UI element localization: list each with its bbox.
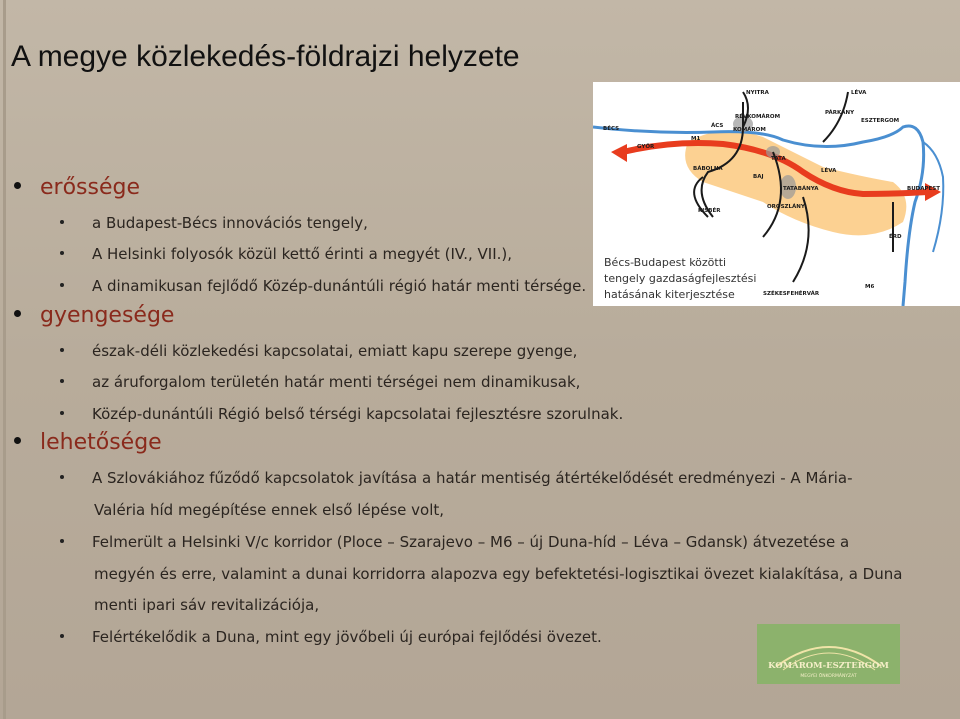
section-label: lehetősége (40, 430, 162, 455)
slide-title: A megye közlekedés-földrajzi helyzete (11, 40, 520, 73)
list-item-text: a Budapest-Bécs innovációs tengely, (92, 214, 368, 232)
list-item-text: Felmerült a Helsinki V/c korridor (Ploce – Szarajevo – M6 – új Duna-híd – Léva – Gdansk) átvezetése a (92, 533, 850, 551)
bullet-icon (60, 411, 64, 415)
list-item-text: Közép-dunántúli Régió belső térségi kapcsolatai fejlesztésre szorulnak. (92, 405, 624, 423)
map-label-budapest: BUDAPEST (907, 186, 940, 192)
list-item (60, 214, 368, 232)
logo-text: KOMÁROM-ESZTERGOM (768, 661, 889, 671)
logo-subtext: MEGYEI ÖNKORMÁNYZAT (800, 674, 857, 679)
map-label-kisber: KISBÉR (698, 208, 721, 214)
bullet-icon (60, 220, 64, 224)
bullet-icon (14, 437, 21, 444)
bullet-icon (60, 475, 64, 479)
map-label-revkomarom: RÉVKOMÁROM (735, 114, 781, 120)
list-item (60, 628, 602, 646)
road-leva (823, 92, 848, 142)
list-item-continuation: menti ipari sáv revitalizációja, (94, 596, 320, 614)
bullet-icon (14, 182, 21, 189)
map-label-tatabanya: TATABÁNYA (783, 186, 819, 192)
bullet-icon (60, 539, 64, 543)
slide-left-border (3, 0, 6, 719)
list-item (60, 342, 577, 360)
section-heading-weaknesses (14, 303, 174, 328)
list-item (60, 405, 623, 423)
section-label: gyengesége (40, 303, 175, 328)
map-label-m1: M1 (691, 136, 701, 142)
map-label-szekesfehervar: SZÉKESFEHÉRVÁR (763, 291, 820, 297)
list-item-text: A Helsinki folyosók közül kettő érinti a megyét (IV., VII.), (92, 245, 513, 263)
bullet-icon (14, 310, 21, 317)
map-label-m6: M6 (865, 284, 875, 290)
list-item (60, 469, 853, 487)
map-label-becs: BÉCS (603, 126, 620, 132)
section-heading-strengths (14, 175, 140, 200)
map-caption-line: Bécs-Budapest közötti (604, 256, 727, 269)
bullet-icon (60, 251, 64, 255)
list-item (60, 373, 580, 391)
map-label-leva2: LÉVA (821, 168, 837, 174)
county-logo (757, 624, 900, 684)
map-label-parkany: PÁRKÁNY (825, 110, 855, 116)
map-label-acs: ÁCS (711, 123, 724, 129)
list-item-text: az áruforgalom területén határ menti térségei nem dinamikusak, (92, 373, 581, 391)
section-heading-opportunities (14, 430, 162, 455)
county-logo-graphic (757, 624, 900, 684)
map-label-oroszlany: OROSZLÁNY (767, 204, 805, 210)
list-item (60, 245, 512, 263)
map-label-erd: ÉRD (889, 234, 902, 240)
map-label-bajelbarcs: BAJ (753, 174, 764, 180)
map-label-tata: TATA (771, 156, 786, 162)
list-item (60, 277, 586, 295)
map-caption-line: tengely gazdaságfejlesztési (604, 272, 757, 285)
list-item-text: Felértékelődik a Duna, mint egy jövőbeli új európai fejlődési övezet. (92, 628, 602, 646)
axis-arrowhead-west (611, 144, 627, 162)
list-item-continuation: megyén és erre, valamint a dunai korridorra alapozva egy befektetési-logisztikai övezet kialakítása, a Duna (94, 565, 903, 583)
bullet-icon (60, 348, 64, 352)
bullet-icon (60, 634, 64, 638)
map-caption-line: hatásának kiterjesztése (604, 288, 735, 301)
list-item (60, 533, 849, 551)
bullet-icon (60, 283, 64, 287)
bullet-icon (60, 379, 64, 383)
section-label: erőssége (40, 175, 140, 200)
map-label-babolna: BÁBOLNA (693, 166, 723, 172)
list-item-text: észak-déli közlekedési kapcsolatai, emiatt kapu szerepe gyenge, (92, 342, 578, 360)
map-label-nyitra: NYITRA (746, 90, 769, 96)
list-item-continuation: Valéria híd megépítése ennek első lépése volt, (94, 501, 445, 519)
list-item-text: A dinamikusan fejlődő Közép-dunántúli régió határ menti térsége. (92, 277, 587, 295)
map-label-leva1: LÉVA (851, 90, 867, 96)
map-label-komarom: KOMÁROM (733, 127, 766, 133)
map-label-esztergom: ESZTERGOM (861, 118, 900, 124)
list-item-text: A Szlovákiához fűződő kapcsolatok javítása a határ mentiség átértékelődését eredményezi - A Mária- (92, 469, 853, 487)
map-label-gyor: GYŐR (637, 144, 655, 150)
